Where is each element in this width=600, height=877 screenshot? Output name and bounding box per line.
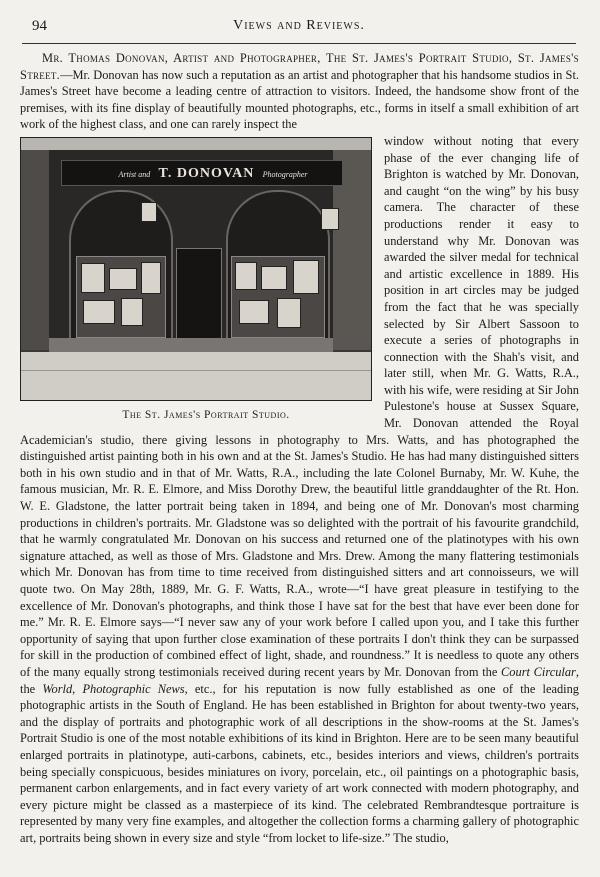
world-title: World [42,681,73,696]
pavement [21,352,371,400]
shop-sign [61,160,343,186]
photographic-news-title: Photographic News [82,681,185,696]
shopfront-photo [20,137,372,401]
separator: , [72,681,83,696]
article-body [20,50,579,847]
photo-frame [235,262,257,290]
page-number: 94 [32,18,47,34]
sign-right-text: Photographer [262,169,308,179]
photo-frame [293,260,319,294]
photo-frame [83,300,115,324]
intro-paragraph [20,50,579,847]
running-head: Views and Reviews. [233,18,365,33]
sky [21,138,371,150]
sign-name: T. DONOVAN [158,165,255,181]
shop-door [176,248,222,350]
figure-caption: The St. James's Portrait Studio. [122,408,290,421]
left-wall [21,150,49,350]
separator: , the [20,664,579,696]
photo-frame [109,268,137,290]
photo-frame [141,262,161,294]
photo-frame [239,300,269,324]
page-header [22,14,576,38]
kerb-line [21,370,371,371]
body-text-before-figure: —Mr. Donovan has now such a reputation as an artist and photographer that his handsome studios in St. James's Street have become a leading centre of attraction to visitors. Indeed, the handsome show front of the premises, with its fine display of beautifully mounted photographs, etc., forms in itself a small exhibition of art work of the highest class, and one can rarely inspect the [20,67,579,132]
court-circular-title: Court Circular [501,664,576,679]
photo-frame [81,263,105,293]
body-text-end: , etc., for his reputation is now fully established as one of the leading photographic artists in the South of England. He has been established in Brighton for about twenty-two years, and the display of portraits and photographic work of all descriptions in the show-rooms at the St. James's Portrait Studio is one of the most notable exhibitions of its kind in Brighton. Here are to be seen many beautiful enlarged portraits in platinotype, auti-carbons, cabinets, etc., besides interiors and views, children's portraits being specially conspicuous, besides miniatures on ivory, porcelain, etc., oil paintings on a photographic basis, permanent carbon enlargements, and in fact every variety of art work connected with modern photography, and every picture might be classed as a masterpiece of its kind. The celebrated Rembrandtesque portraiture is represented by many very fine examples, and altogether the collection forms a charming gallery of photographic art, portraits being shown in every size and style “from locket to life-size.” The studio, [20,681,579,845]
body-text-start: window without noting that every phase of the ever changing life of Brighton is watched by Mr. Donovan, and caught “on the wing” by his busy camera. The character of these productions render it easy to understand why Mr. Donovan was awarded the silver medal for technical and artistic excellence in 1889. His position in art circles may be judged from the fact that he was specially selected by Sir Albert Sassoon to execute a series of photographs in connection with the Shah's visit, and later still, when Mr. G. Watts, R.A., with his wife, were residing at Sir John Pulestone's house at Sussex Square, Mr. Donovan attended the Royal Academician's studio, there giving lessons in photography to Mrs. Watts, and has photographed the distinguished artist painting both in his own and at the St. James's Studio. He has had many distinguished sitters both in his own studio and in that of Mr. Watts, R.A., including the late Colonel Burnaby, Mr. W. Kuhe, the famous musician, Mr. R. E. Elmore, and Miss Dorothy Drew, the beautiful little granddaughter of the Rt. Hon. W. E. Gladstone, the latter portrait being taken in 1894, and being one of Mr. Donovan's most charming productions in children's portraits. Mr. Gladstone was so delighted with the portrait of his favourite grandchild, that he warmly congratulated Mr. Donovan on his success and returned one of the platinotypes with his own signature attached, as well as those of Mrs. Gladstone and Mrs. Drew. Among the many flattering testimonials which Mr. Donovan has from time to time received from distinguished sitters and art connoisseurs, we will quote two. On May 28th, 1889, Mr. G. F. Watts, R.A., wrote—“I have great pleasure in testifying to the excellence of Mr. Donovan's photographs, and think those I have sat for the best that have ever been done for me.” Mr. R. E. Elmore says—“I never saw any of your work before I called upon you, and I take this further opportunity of saying that upon further close examination of these portraits I don't think they can be surpassed for skill in the production of combined effect of light, shade, and roundness.” It is needless to quote any others of the many equally strong testimonials received during recent years by Mr. Donovan from the [20,133,579,679]
photo-frame [277,298,301,328]
photo-frame [321,208,339,230]
shopfront-figure [20,137,370,424]
photo-frame [141,202,157,222]
photo-frame [121,298,143,326]
photo-frame [261,266,287,290]
article-lead: Mr. Thomas Donovan, Artist and Photographer, The St. James's Portrait Studio, St. James's Street. [20,51,579,82]
header-rule [22,43,576,44]
sign-left-text: Artist and [118,169,151,179]
window-ledge [49,338,333,352]
